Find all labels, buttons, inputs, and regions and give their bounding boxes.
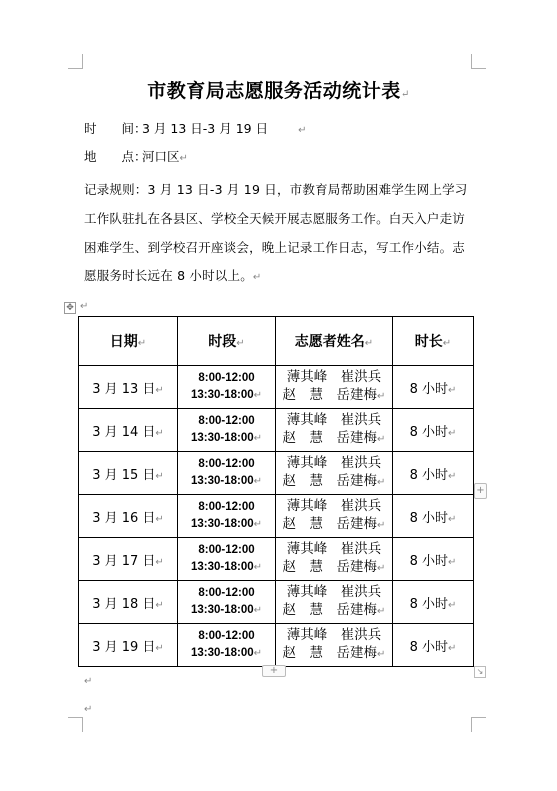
slot-cell[interactable]: 8:00-12:00 13:30-18:00↵: [178, 581, 276, 624]
volunteer-names-cell[interactable]: 薄其峰 崔洪兵 赵 慧 岳建梅↵: [276, 581, 393, 624]
crop-mark-top-right: [471, 54, 486, 69]
header-date[interactable]: 日期↵: [79, 317, 178, 366]
duration-cell[interactable]: 8 小时↵: [393, 366, 474, 409]
table-move-handle[interactable]: ✥: [64, 302, 76, 314]
crop-mark-bottom-left: [68, 717, 83, 732]
table-row: [79, 538, 474, 581]
document-page: 市教育局志愿服务活动统计表↵ 时 间：3 月 13 日-3 月 19 日 ↵ 地 点：河口区↵ 记录规则：3 月 13 日-3 月 19 日，市教育局帮助困难学生网上学习工作队驻扎在各县区、学校全天候开展志愿服务工作。白天入户走访困难学生、到学校召开座谈会，晚上记录工作日志，写工作小结。志愿服务时长远在 8 小时以上。↵ ✥ ↵ 日期↵ 时段↵ 志愿者姓名↵ 时长↵ 3 月 13 日↵ 8:00-12:00 13:30-18:00↵ 薄其峰 崔洪兵 赵 慧 岳建梅↵ 8 小时↵ 3 月 14 日↵ 8:00-12:00 13:30-18:00↵ 薄其峰 崔洪兵 赵 慧 岳建梅↵ 8 小时↵ 3 月 15 日↵ 8:00-12:00 13:30-18:00↵ 薄其峰 崔洪兵 赵 慧 岳建梅↵ 8 小时↵ 3 月 16 日↵ 8:00-12:00 13:30-18:00↵ 薄其峰 崔洪兵 赵 慧 岳建梅↵ 8 小时↵ 3 月 17 日↵ 8:00-12:00 13:30-18:00↵ 薄其峰 崔洪兵 赵 慧 岳建梅↵ 8 小时↵ 3 月 18 日↵ 8:00-12:00 13:30-18:00↵ 薄其峰 崔洪兵 赵 慧 岳建梅↵ 8 小时↵ 3 月 19 日↵ 8:00-12:00 13:30-18:00↵ 薄其峰 崔洪兵 赵 慧 岳建梅↵ 8 小时↵ + + ↘ ↵ ↵: [0, 0, 557, 791]
table-row: [79, 581, 474, 624]
date-cell[interactable]: 3 月 17 日↵: [79, 538, 178, 581]
duration-cell[interactable]: 8 小时↵: [393, 495, 474, 538]
table-resize-handle[interactable]: ↘: [474, 666, 486, 678]
add-row-button[interactable]: +: [262, 665, 286, 677]
place-line[interactable]: 地 点：河口区↵: [84, 149, 188, 164]
time-value: 3 月 13 日-3 月 19 日: [142, 121, 269, 136]
date-cell[interactable]: 3 月 13 日↵: [79, 366, 178, 409]
slot-cell[interactable]: 8:00-12:00 13:30-18:00↵: [178, 409, 276, 452]
header-slot[interactable]: 时段↵: [178, 317, 276, 366]
volunteer-names-cell[interactable]: 薄其峰 崔洪兵 赵 慧 岳建梅↵: [276, 366, 393, 409]
header-duration[interactable]: 时长↵: [393, 317, 474, 366]
slot-cell[interactable]: 8:00-12:00 13:30-18:00↵: [178, 538, 276, 581]
volunteer-names-cell[interactable]: 薄其峰 崔洪兵 赵 慧 岳建梅↵: [276, 452, 393, 495]
table-row: [79, 409, 474, 452]
time-line[interactable]: 时 间：3 月 13 日-3 月 19 日 ↵: [84, 121, 307, 136]
place-value: 河口区: [142, 149, 180, 164]
volunteer-names-cell[interactable]: 薄其峰 崔洪兵 赵 慧 岳建梅↵: [276, 624, 393, 667]
duration-cell[interactable]: 8 小时↵: [393, 624, 474, 667]
slot-cell[interactable]: 8:00-12:00 13:30-18:00↵: [178, 452, 276, 495]
table-header-row: [79, 317, 474, 366]
table-row: [79, 452, 474, 495]
duration-cell[interactable]: 8 小时↵: [393, 409, 474, 452]
table-row: [79, 624, 474, 667]
date-cell[interactable]: 3 月 16 日↵: [79, 495, 178, 538]
crop-mark-top-left: [68, 54, 83, 69]
duration-cell[interactable]: 8 小时↵: [393, 538, 474, 581]
document-title[interactable]: 市教育局志愿服务活动统计表↵: [147, 80, 410, 102]
slot-cell[interactable]: 8:00-12:00 13:30-18:00↵: [178, 366, 276, 409]
duration-cell[interactable]: 8 小时↵: [393, 452, 474, 495]
date-cell[interactable]: 3 月 18 日↵: [79, 581, 178, 624]
volunteer-names-cell[interactable]: 薄其峰 崔洪兵 赵 慧 岳建梅↵: [276, 495, 393, 538]
date-cell[interactable]: 3 月 19 日↵: [79, 624, 178, 667]
date-cell[interactable]: 3 月 15 日↵: [79, 452, 178, 495]
header-names[interactable]: 志愿者姓名↵: [276, 317, 393, 366]
slot-cell[interactable]: 8:00-12:00 13:30-18:00↵: [178, 495, 276, 538]
volunteer-names-cell[interactable]: 薄其峰 崔洪兵 赵 慧 岳建梅↵: [276, 409, 393, 452]
volunteer-names-cell[interactable]: 薄其峰 崔洪兵 赵 慧 岳建梅↵: [276, 538, 393, 581]
date-cell[interactable]: 3 月 14 日↵: [79, 409, 178, 452]
crop-mark-bottom-right: [471, 717, 486, 732]
duration-cell[interactable]: 8 小时↵: [393, 581, 474, 624]
slot-cell[interactable]: 8:00-12:00 13:30-18:00↵: [178, 624, 276, 667]
volunteer-stats-table: [78, 316, 474, 667]
record-rules-paragraph[interactable]: 记录规则：3 月 13 日-3 月 19 日，市教育局帮助困难学生网上学习工作队驻扎在各县区、学校全天候开展志愿服务工作。白天入户走访困难学生、到学校召开座谈会，晚上记录工作日志，写工作小结。志愿服务时长远在 8 小时以上。↵: [84, 182, 468, 284]
table-row: [79, 366, 474, 409]
place-label: 地 点：: [84, 149, 147, 164]
add-column-button[interactable]: +: [474, 483, 487, 499]
table-row: [79, 495, 474, 538]
time-label: 时 间：: [84, 121, 147, 136]
